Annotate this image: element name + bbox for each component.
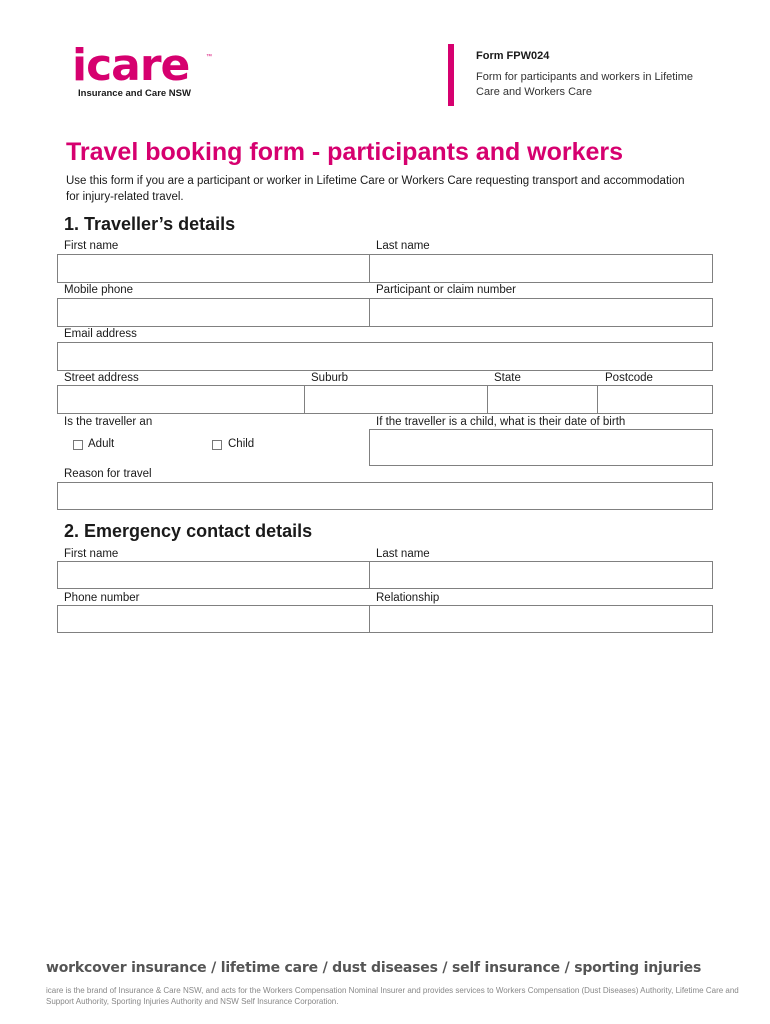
claim-number-field[interactable]	[369, 298, 713, 327]
claim-number-label: Participant or claim number	[376, 284, 516, 296]
suburb-field[interactable]	[304, 385, 488, 414]
first-name-label: First name	[64, 240, 119, 252]
section-emergency-heading: 2. Emergency contact details	[64, 521, 313, 541]
logo-trademark: ™	[206, 54, 212, 60]
email-label: Email address	[64, 328, 137, 340]
suburb-label: Suburb	[311, 372, 349, 384]
section-travellers-heading: 1. Traveller’s details	[64, 214, 236, 234]
state-label: State	[494, 372, 521, 384]
adult-checkbox-label: Adult	[88, 438, 115, 450]
street-address-field[interactable]	[57, 385, 305, 414]
emergency-first-name-field[interactable]	[57, 561, 370, 589]
street-address-label: Street address	[64, 372, 139, 384]
child-checkbox-label: Child	[228, 438, 255, 450]
logo-wordmark: icare	[72, 40, 190, 91]
child-dob-label: If the traveller is a child, what is their date of birth	[376, 416, 626, 428]
mobile-phone-field[interactable]	[57, 298, 370, 327]
relationship-field[interactable]	[369, 605, 713, 633]
emergency-phone-field[interactable]	[57, 605, 370, 633]
form-description: Form for participants and workers in Lifetime Care and Workers Care	[476, 71, 694, 98]
child-checkbox[interactable]	[212, 440, 222, 450]
relationship-label: Relationship	[376, 592, 440, 604]
child-dob-field[interactable]	[369, 429, 713, 466]
adult-checkbox[interactable]	[73, 440, 83, 450]
last-name-label: Last name	[376, 240, 430, 252]
traveller-first-name-field[interactable]	[57, 254, 370, 283]
postcode-label: Postcode	[605, 372, 653, 384]
header-accent-bar	[448, 44, 454, 106]
emergency-first-name-label: First name	[64, 548, 119, 560]
traveller-last-name-field[interactable]	[369, 254, 713, 283]
postcode-field[interactable]	[597, 385, 713, 414]
email-field[interactable]	[57, 342, 713, 371]
traveller-type-label: Is the traveller an	[64, 416, 153, 428]
icare-logo	[72, 40, 222, 104]
page-title: Travel booking form - participants and workers	[66, 138, 624, 166]
intro-text: Use this form if you are a participant or worker in Lifetime Care or Workers Care requesting transport and accommodation for injury-related travel.	[66, 175, 685, 203]
reason-label: Reason for travel	[64, 468, 152, 480]
form-code: Form FPW024	[476, 50, 550, 62]
mobile-phone-label: Mobile phone	[64, 284, 134, 296]
state-field[interactable]	[487, 385, 598, 414]
footer-brands: workcover insurance / lifetime care / dust diseases / self insurance / sporting injuries	[46, 960, 702, 976]
emergency-phone-label: Phone number	[64, 592, 140, 604]
emergency-last-name-label: Last name	[376, 548, 430, 560]
footer-legal: icare is the brand of Insurance & Care NSW, and acts for the Workers Compensation Nominal Insurer and provides services to Workers Compensation (Dust Diseases) Authority, Lifetime Care and Support Authority, Sporting Injuries Authority and NSW Self Insurance Corporation.	[46, 986, 739, 1006]
reason-for-travel-field[interactable]	[57, 482, 713, 510]
emergency-last-name-field[interactable]	[369, 561, 713, 589]
logo-subtitle: Insurance and Care NSW	[78, 88, 191, 99]
